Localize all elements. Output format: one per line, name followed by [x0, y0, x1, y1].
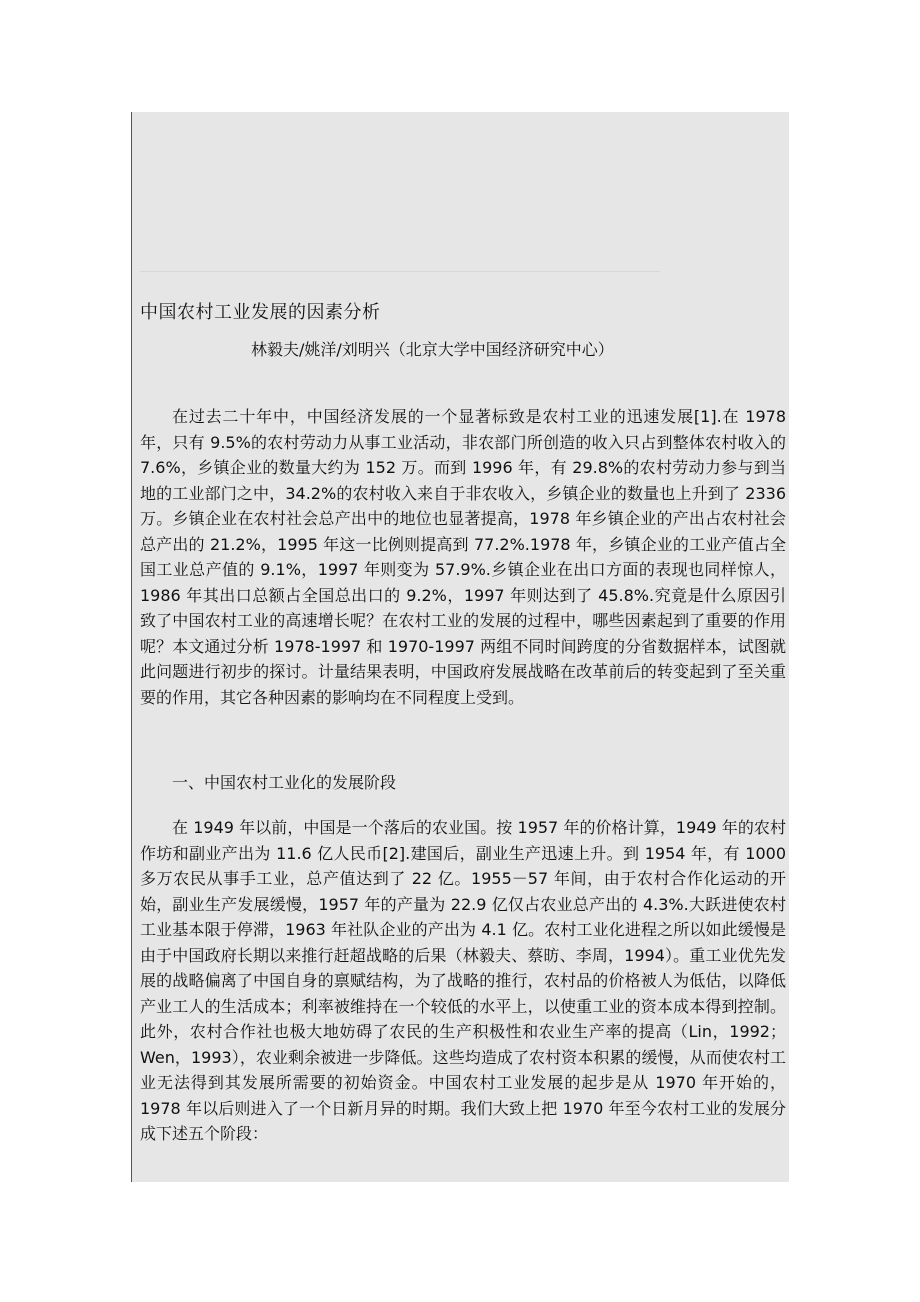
- document-title: 中国农村工业发展的因素分析: [140, 302, 381, 323]
- section-heading: 一、中国农村工业化的发展阶段: [172, 773, 397, 792]
- author-line: 林毅夫/姚洋/刘明兴（北京大学中国经济研究中心）: [251, 340, 614, 359]
- left-border-rule: [131, 112, 132, 1182]
- body-paragraph-intro: 在过去二十年中，中国经济发展的一个显著标致是农村工业的迅速发展[1].在 1978 年，只有 9.5%的农村劳动力从事工业活动，非农部门所创造的收入只占到整体农村收入的 7.6%，乡镇企业的数量大约为 152 万。而到 1996 年，有 29.8%的农村劳动力参与到当地的工业部门之中，34.2%的农村收入来自于非农收入，乡镇企业的数量也上升到了 2336 万。乡镇企业在农村社会总产出中的地位也显著提高，1978 年乡镇企业的产出占农村社会总产出的 21.2%，1995 年这一比例则提高到 77.2%.1978 年，乡镇企业的工业产值占全国工业总产值的 9.1%，1997 年则变为 57.9%.乡镇企业在出口方面的表现也同样惊人，1986 年其出口总额占全国总出口的 9.2%，1997 年则达到了 45.8%.究竟是什么原因引致了中国农村工业的高速增长呢？在农村工业的发展的过程中，哪些因素起到了重要的作用呢？本文通过分析 1978-1997 和 1970-1997 两组不同时间跨度的分省数据样本，试图就此问题进行初步的探讨。计量结果表明，中国政府发展战略在改革前后的转变起到了至关重要的作用，其它各种因素的影响均在不同程度上受到。: [140, 407, 786, 707]
- body-paragraph-history: 在 1949 年以前，中国是一个落后的农业国。按 1957 年的价格计算，1949 年的农村作坊和副业产出为 11.6 亿人民币[2].建国后，副业生产迅速上升。到 1954 年，有 1000 多万农民从事手工业，总产值达到了 22 亿。1955－57 年间，由于农村合作化运动的开始，副业生产发展缓慢，1957 年的产量为 22.9 亿仅占农业总产出的 4.3%.大跃进使农村工业基本限于停滞，1963 年社队企业的产出为 4.1 亿。农村工业化进程之所以如此缓慢是由于中国政府长期以来推行赶超战略的后果（林毅夫、蔡昉、李周，1994）。重工业优先发展的战略偏离了中国自身的禀赋结构，为了战略的推行，农村品的价格被人为低估，以降低产业工人的生活成本；利率被维持在一个较低的水平上，以使重工业的资本成本得到控制。此外，农村合作社也极大地妨碍了农民的生产积极性和农业生产率的提高（Lin，1992；Wen，1993），农业剩余被进一步降低。这些均造成了农村资本积累的缓慢，从而使农村工业无法得到其发展所需要的初始资金。中国农村工业发展的起步是从 1970 年开始的，1978 年以后则进入了一个日新月异的时期。我们大致上把 1970 年至今农村工业的发展分成下述五个阶段：: [140, 818, 786, 1143]
- divider-line: [140, 271, 660, 272]
